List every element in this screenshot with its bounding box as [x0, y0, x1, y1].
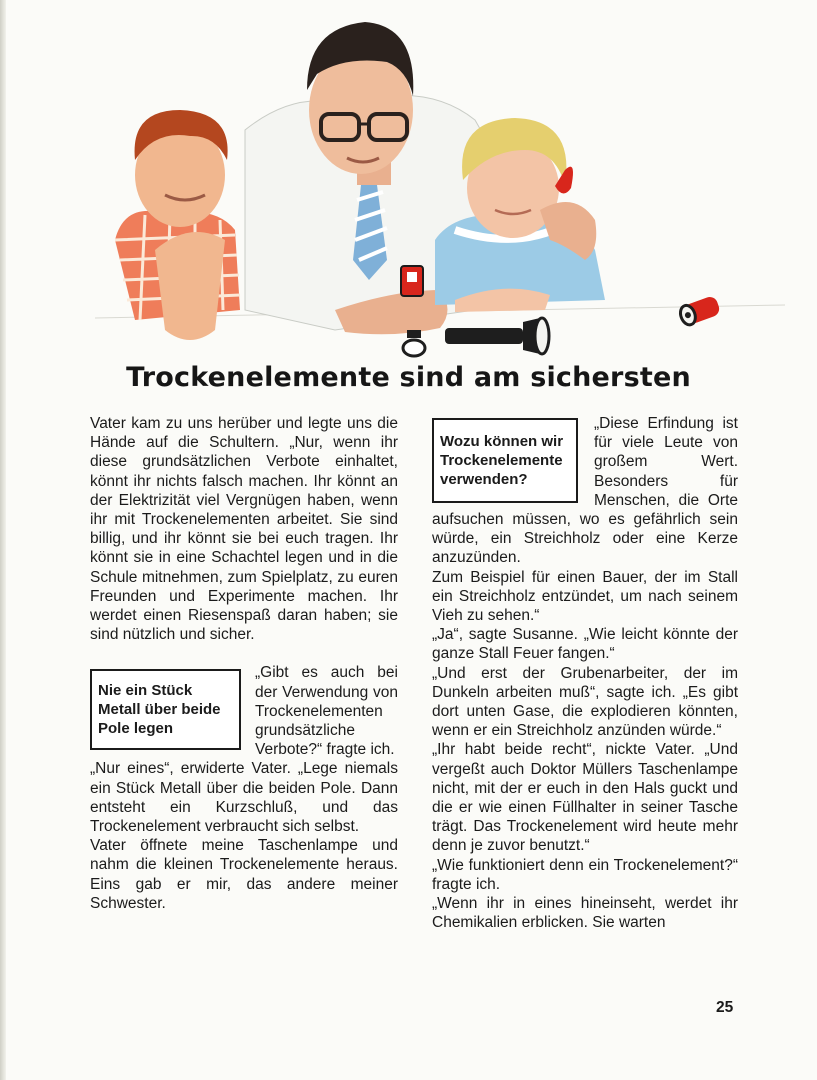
page-number: 25: [716, 999, 734, 1016]
paragraph: „Wenn ihr in eines hineinseht, werdet ihr Chemikalien erblicken. Sie warten: [432, 895, 738, 932]
callout-box: Nie ein Stück Metall über beide Pole legen: [90, 669, 241, 750]
callout-box: Wozu können wir Trockenelemente verwenden?: [432, 418, 578, 503]
paragraph: „Wie funktioniert denn ein Trockenelement?“ fragte ich.: [432, 856, 738, 893]
right-column: [432, 414, 738, 932]
page-title: Trockenelemente sind am sichersten: [126, 362, 691, 393]
paragraph: Zum Beispiel für einen Bauer, der im Stall ein Streichholz entzündet, um nach seinem Vieh zu sehen.“: [432, 568, 738, 625]
paragraph: „Diese Erfindung ist für viele Leute von großem Wert. Besonders für Menschen, die Orte aufsuchen müssen, wo es gefährlich sein würde, ein Streichholz oder eine Kerze anzuzünden.: [432, 415, 738, 567]
paragraph: „Ja“, sagte Susanne. „Wie leicht könnte der ganze Stall Feuer fangen.“: [432, 626, 738, 663]
paragraph: „Nur eines“, erwiderte Vater. „Lege niemals ein Stück Metall über die beiden Pole. Dann entsteht ein Kurzschluß, und das Trockenelement verbraucht sich selbst.: [90, 760, 398, 836]
paragraph: Vater kam zu uns herüber und legte uns die Hände auf die Schultern. „Nur, wenn ihr diese grundsätzlichen Verbote einhaltet, könnt ihr nichts falsch machen. Ihr könnt an der Elektrizität viel Vergnügen haben, wenn ihr mit Trockenelementen arbeitet. Sie sind billig, und ihr könnt sie bei euch tragen. Ihr könnt sie in eine Schachtel legen und in die Schule mitnehmen, zum Spielplatz, zu euren Freunden und Experimente machen. Ihr werdet einen Riesenspaß daran haben; sie sind nützlich und sicher.: [90, 415, 398, 644]
paragraph: Vater öffnete meine Taschenlampe und nahm die kleinen Trockenelemente heraus. Eins gab er mir, das andere meiner Schwester.: [90, 837, 398, 912]
page-edge: [0, 0, 6, 1080]
left-column: [90, 414, 398, 913]
paragraph: „Und erst der Grubenarbeiter, der im Dunkeln arbeiten muß“, sagte ich. „Es gibt dort unten Gase, die explodieren könnten, wenn er ein Streichholz anzünden würde.“: [432, 664, 738, 740]
family-illustration: [95, 10, 785, 365]
paragraph: „Ihr habt beide recht“, nickte Vater. „Und vergeßt auch Doktor Müllers Taschenlampe nicht, mit der er euch in den Hals guckt und die er wie einen Füllhalter in seiner Tasche trägt. Das Trockenelement wird heute mehr denn je zuvor benutzt.“: [432, 741, 738, 855]
paragraph: „Gibt es auch bei der Verwendung von Trockenelementen grundsätzliche Verbote?“ fragte ich.: [255, 664, 398, 759]
